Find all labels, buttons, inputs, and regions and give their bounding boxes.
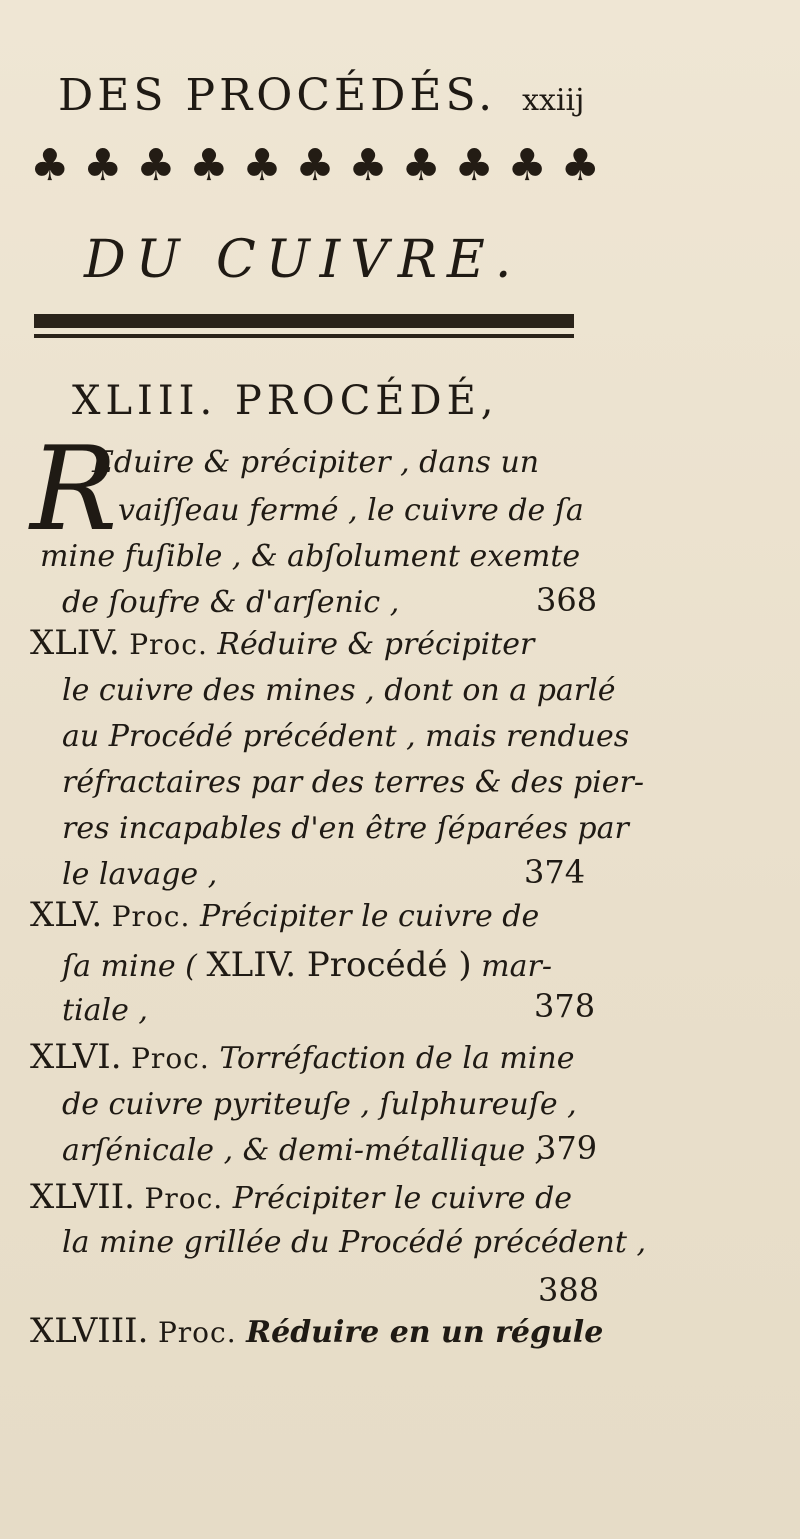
entry-44-line-5: res incapables d'en être ſéparées par (62, 811, 629, 846)
fleuron-icon: ♣ (295, 140, 335, 191)
entry-46-line-2: de cuivre pyriteuſe , ſulphureuſe , (62, 1087, 577, 1122)
fleuron-icon: ♣ (401, 140, 441, 191)
fleuron-icon: ♣ (242, 140, 282, 191)
entry-45-line-1 (30, 895, 540, 935)
entry-44-line-4: réfractaires par des terres & des pier- (62, 765, 644, 800)
entry-48-text-1: Réduire en un régule (246, 1315, 604, 1350)
fleuron-icon: ♣ (507, 140, 547, 191)
fleuron-icon: ♣ (83, 140, 123, 191)
thick-rule (34, 314, 574, 328)
entry-43-line-3: mine fuſible , & abſolument exemte (40, 539, 581, 574)
entry-46-number: XLVI. (30, 1037, 122, 1077)
drop-cap: R (30, 422, 118, 557)
entry-44-line-6: le lavage , (62, 857, 218, 892)
chapter-title: DU CUIVRE. (84, 230, 522, 290)
thin-rule (34, 334, 574, 338)
entry-43-line-2: vaiſſeau fermé , le cuivre de ſa (118, 493, 584, 528)
entry-44-number: XLIV. (30, 623, 120, 663)
fleuron-icon: ♣ (560, 140, 600, 191)
fleuron-icon: ♣ (136, 140, 176, 191)
page-number: xxiij (522, 83, 585, 118)
entry-43-line-1: Eduire & précipiter , dans un (92, 445, 540, 480)
fleuron-icon: ♣ (348, 140, 388, 191)
entry-47-line-2: la mine grillée du Procédé précédent , (62, 1225, 647, 1260)
entry-44-text-1: Réduire & précipiter (217, 627, 535, 662)
entry-46-line-3: arſénicale , & demi-métallique , (62, 1133, 545, 1168)
ornament-band (30, 138, 600, 194)
running-title: DES PROCÉDÉS. (58, 70, 497, 121)
entry-46-proc-label: Proc. (131, 1042, 210, 1075)
entry-45-line-3: tiale , (62, 993, 148, 1028)
entry-43-page-ref: 368 (536, 581, 598, 619)
entry-45-text-2b: XLIV. Procédé ) (206, 945, 472, 985)
entry-48-proc-label: Proc. (157, 1316, 237, 1349)
entry-48-number: XLVIII. (30, 1311, 149, 1351)
entry-44-proc-label: Proc. (129, 628, 208, 661)
entry-43-line-4: de ſoufre & d'arſenic , (62, 585, 400, 620)
entry-45-proc-label: Proc. (111, 900, 191, 933)
entry-45-line-2 (62, 945, 552, 985)
entry-46-line-1 (30, 1037, 575, 1077)
entry-47-proc-label: Proc. (144, 1182, 224, 1215)
entry-45-page-ref: 378 (534, 987, 596, 1025)
entry-46-text-1: Torréfaction de la mine (219, 1041, 575, 1076)
entry-45-text-2a: ſa mine ( (62, 949, 197, 984)
running-header (58, 70, 618, 121)
entry-47-number: XLVII. (30, 1177, 135, 1217)
entry-48-line-1 (30, 1311, 604, 1351)
entry-44-line-1 (30, 623, 535, 663)
entry-46-page-ref: 379 (536, 1129, 598, 1167)
entry-45-text-1: Précipiter le cuivre de (199, 899, 540, 934)
entry-44-page-ref: 374 (524, 853, 586, 891)
entry-47-text-1: Précipiter le cuivre de (232, 1181, 573, 1216)
entry-47-line-1 (30, 1177, 573, 1217)
section-heading: XLIII. PROCÉDÉ, (72, 378, 499, 424)
fleuron-icon: ♣ (189, 140, 229, 191)
entry-44-line-2: le cuivre des mines , dont on a parlé (62, 673, 616, 708)
fleuron-icon: ♣ (454, 140, 494, 191)
fleuron-icon: ♣ (30, 140, 70, 191)
entry-45-number: XLV. (30, 895, 103, 935)
entry-47-page-ref: 388 (538, 1271, 600, 1309)
entry-45-text-2c: mar- (481, 949, 552, 984)
entry-44-line-3: au Procédé précédent , mais rendues (62, 719, 630, 754)
